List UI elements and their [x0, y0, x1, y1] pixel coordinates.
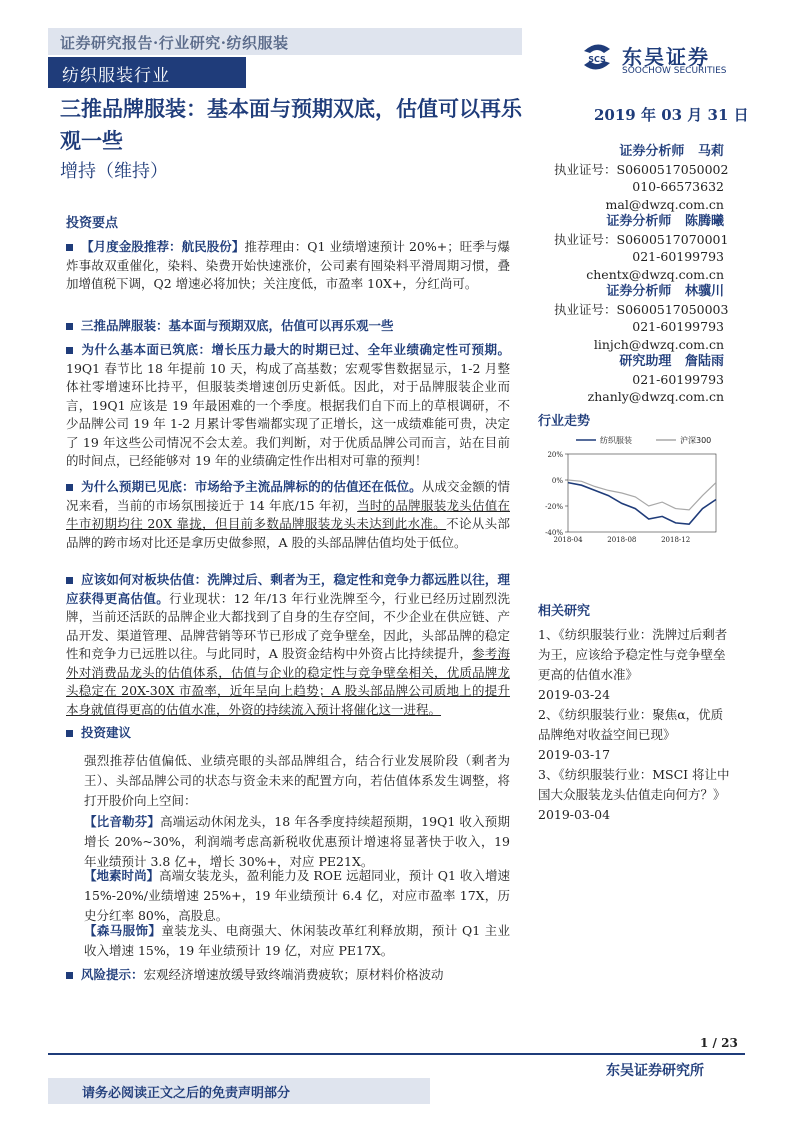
analyst-license: 执业证号：S0600517050003 [554, 301, 729, 317]
bullet-square-icon [66, 347, 73, 354]
related-heading: 相关研究 [538, 604, 591, 619]
analyst-license: 执业证号：S0600517050002 [554, 161, 729, 177]
analyst-email: chentx@dwzq.com.cn [586, 266, 724, 282]
page-number: 1 / 23 [700, 1036, 738, 1050]
analyst-email: mal@dwzq.com.cn [605, 196, 724, 212]
bullet-theme: 三推品牌服装：基本面与预期双底，估值可以再乐观一些 [66, 317, 510, 336]
pick-biyinlefen: 【比音勒芬】高端运动休闲龙头，18 年各季度持续超预期，19Q1 收入预期增长 20%~30%，利润端考虑高新税收优惠预计增速将显著快于收入，19 年业绩预计 3.8 亿+，增长 30%+，对应 PE21X。 [84, 814, 510, 869]
analyst-phone: 021-60199793 [632, 319, 724, 334]
related-item-title: 3、《纺织服装行业：MSCI 将让中国大众服装龙头估值走向何方？》 [538, 767, 730, 802]
related-item-date: 2019-03-04 [538, 807, 611, 822]
report-title: 三推品牌服装：基本面与预期双底，估值可以再乐观一些 [60, 96, 522, 153]
legend-label: 纺织服装 [600, 436, 632, 445]
footer-institute: 东吴证券研究所 [606, 1063, 704, 1079]
bullet-stock-pick: 【月度金股推荐：航民股份】推荐理由：Q1 业绩增速预计 20%+；旺季与爆炸事故双重催化，染料、染费开始快速涨价，公司素有囤染料平滑周期习惯，叠加增值税下调，Q2 增速必将加快；关注度低，市盈率 10X+，分红尚可。 [66, 239, 510, 291]
bullet-square-icon [66, 730, 73, 737]
y-tick-label: -40% [545, 529, 563, 537]
analyst-name: 证券分析师 马莉 [619, 144, 724, 159]
advice-intro: 强烈推荐估值偏低、业绩亮眼的头部品牌组合，结合行业发展阶段（剩者为王）、头部品牌公司的状态与资金未来的配置方向，若估值体系发生调整，将打开股价向上空间： [84, 753, 510, 808]
bullet-fundamentals: 为什么基本面已筑底：增长压力最大的时期已过、全年业绩确定性可预期。19Q1 春节比 18 年提前 10 天，构成了高基数；宏观零售数据显示，1-2 月整体社零增速环比持平，但服装类增速创历史新低。因此，对于品牌服装企业而言，19Q1 应该是 19 年最困难的一个季度。根据我们自下而上的草根调研，不少品牌公司 19 年 1-2 月累计零售端都实现了正增长，这一成绩难能可贵，决定了 19 年这些公司情况不会太差。我们判断，对于优质品牌公司而言，站在目前的时间点，已经能够对 19 年的业绩确定性作出相对可靠的预判！ [66, 342, 510, 468]
analyst-email: linjch@dwzq.com.cn [593, 336, 724, 352]
x-tick-label: 2018-04 [553, 536, 583, 544]
risk-warning: 风险提示：宏观经济增速放缓导致终端消费疲软；原材料价格波动 [66, 966, 510, 985]
analyst-phone: 021-60199793 [632, 249, 724, 264]
y-tick-label: 0% [551, 477, 563, 485]
analyst-license: 执业证号：S0600517070001 [554, 231, 729, 247]
logo-chinese: 东吴证券 [622, 45, 710, 69]
legend-label: 沪深300 [680, 436, 712, 445]
analyst-phone: 010-66573632 [632, 179, 724, 194]
series-line-textile [568, 483, 716, 525]
logo-mark-icon [578, 41, 616, 75]
pick-semir: 【森马服饰】童装龙头、电商强大、休闲装改革红利释放期，预计 Q1 主业收入增速 15%，19 年业绩预计 19 亿，对应 PE17X。 [84, 923, 510, 958]
analyst-name: 证券分析师 林骥川 [606, 284, 724, 299]
logo-english: SOOCHOW SECURITIES [622, 66, 727, 76]
analyst-name: 研究助理 詹陆雨 [619, 354, 724, 369]
bullet-square-icon [66, 323, 73, 330]
related-item-date: 2019-03-17 [538, 747, 611, 762]
analyst-list [554, 143, 729, 406]
x-tick-label: 2018-12 [661, 536, 691, 544]
pick-disu: 【地素时尚】高端女装龙头，盈利能力及 ROE 远超同业，预计 Q1 收入增速 15%-20%/业绩增速 25%+，19 年业绩预计 6.4 亿，对应市盈率 17X，历史分红率 80%，高股息。 [84, 868, 510, 923]
bullet-investment-advice: 投资建议 [66, 724, 510, 743]
bullet-square-icon [66, 972, 73, 979]
related-item-title: 2、《纺织服装行业：聚焦α，优质品牌绝对收益空间已现》 [538, 707, 724, 742]
industry-trend-chart [536, 428, 726, 548]
related-item-date: 2019-03-24 [538, 687, 611, 702]
related-research [538, 625, 734, 825]
bullet-square-icon [66, 244, 73, 251]
disclaimer-note: 请务必阅读正文之后的免责声明部分 [82, 1086, 291, 1101]
bullet-expectations: 为什么预期已见底：市场给予主流品牌标的的估值还在低位。从成交金额的情况来看，当前的市场氛围接近于 14 年底/15 年初，当时的品牌服装龙头估值在牛市初期均往 20X 靠拢，但目前多数品牌服装龙头未达到此水准。不论从头部品牌的跨市场对比还是拿历史做参照，A 股的头部品牌估值均处于低位。 [66, 479, 510, 550]
analyst-phone: 021-60199793 [632, 371, 724, 387]
logo-mark-text: SCS [588, 55, 606, 64]
analyst-name: 证券分析师 陈腾曦 [606, 214, 724, 229]
chart-frame [568, 454, 716, 532]
bullet-valuation: 应该如何对板块估值：洗牌过后、剩者为王，稳定性和竞争力都远胜以往，理应获得更高估值。行业现状：12 年/13 年行业洗牌至今，行业已经历过剧烈洗牌，当前还活跃的品牌企业大都找到了自身的生存空间，不少企业在供应链、产品开发、渠道管理、品牌营销等环节已形成了竞争壁垒，因此，头部品牌的稳定性和竞争力已远胜以往。与此同时，A 股资金结构中外资占比持续提升，参考海外对消费品龙头的估值体系，估值与企业的稳定性与竞争壁垒相关，优质品牌龙头稳定在 20X-30X 市盈率，近年呈向上趋势；A 股头部品牌公司质地上的提升本身就值得更高的估值水准，外资的持续流入预计将催化这一进程。 [66, 572, 510, 717]
bullet-square-icon [66, 577, 73, 584]
footer-rule [48, 1053, 745, 1055]
report-date: 2019 年 03 月 31 日 [594, 106, 749, 124]
series-line-csi300 [568, 480, 716, 510]
rating: 增持（维持） [60, 161, 168, 182]
analyst-email: zhanly@dwzq.com.cn [587, 389, 724, 404]
y-tick-label: -20% [545, 503, 563, 511]
key-points-heading: 投资要点 [66, 216, 119, 231]
y-tick-label: 20% [547, 451, 563, 459]
related-item-title: 1、《纺织服装行业：洗牌过后剩者为王，应该给予稳定性与竞争壁垒更高的估值水准》 [538, 627, 728, 682]
industry-label: 纺织服装行业 [62, 66, 170, 86]
trend-heading: 行业走势 [538, 414, 591, 429]
bullet-square-icon [66, 484, 73, 491]
company-logo [578, 41, 758, 81]
x-tick-label: 2018-08 [607, 536, 637, 544]
breadcrumb: 证券研究报告·行业研究·纺织服装 [60, 34, 289, 52]
